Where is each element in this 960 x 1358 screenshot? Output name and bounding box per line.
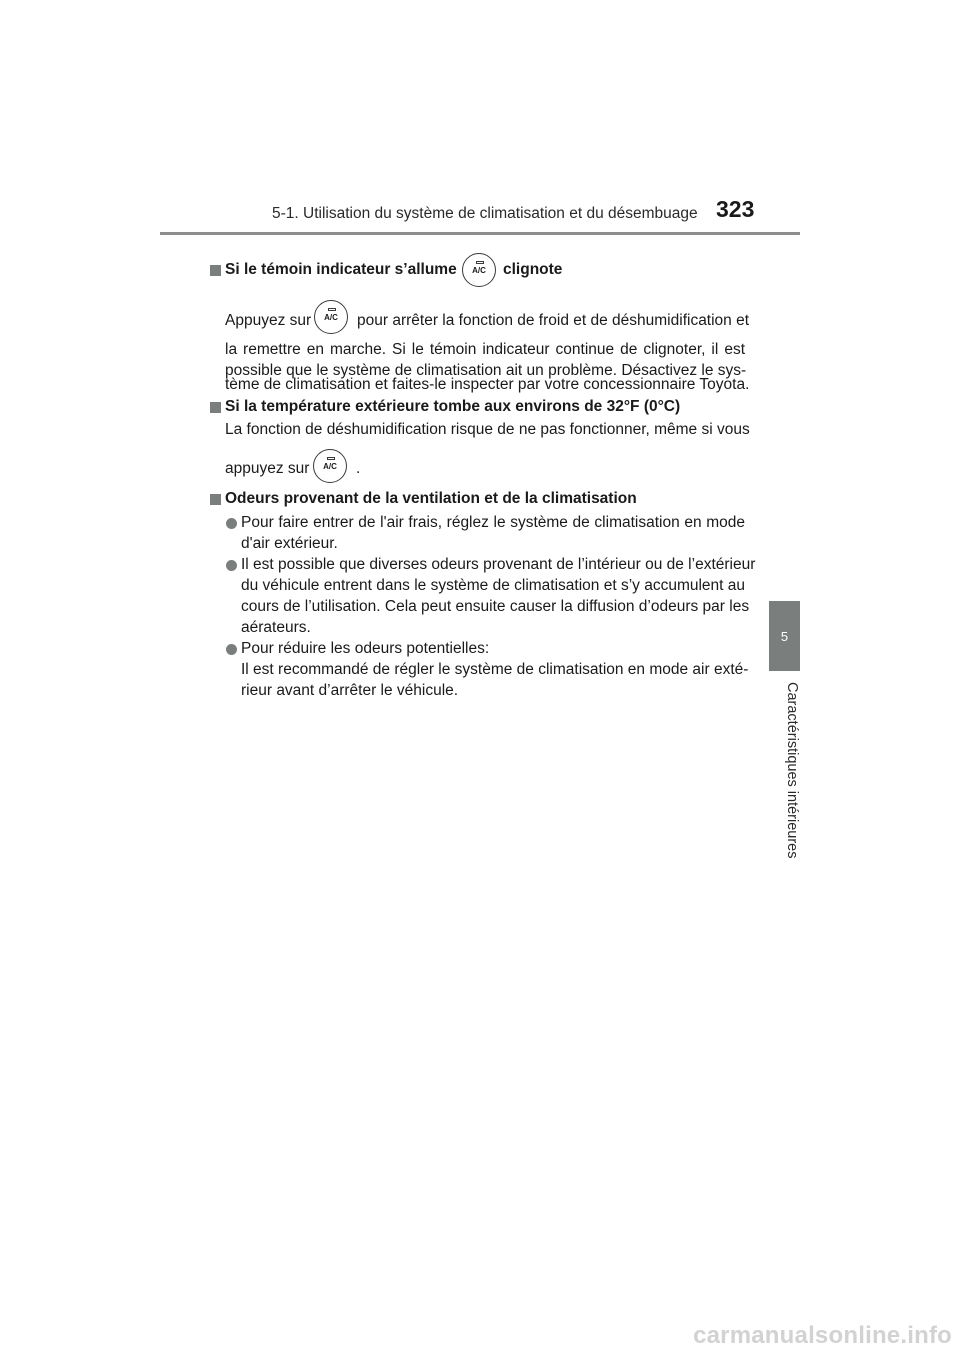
watermark: carmanualsonline.info: [693, 1322, 952, 1349]
bullet-text: Il est recommandé de régler le système de climatisation en mode air exté-: [241, 661, 749, 678]
ac-icon-label: A/C: [324, 313, 338, 322]
bullet-dot-icon: [226, 518, 237, 529]
section-header: 5-1. Utilisation du système de climatisation et du désembuage: [272, 205, 698, 222]
section-heading: Odeurs provenant de la ventilation et de la climatisation: [225, 490, 637, 507]
paragraph-text: .: [356, 460, 361, 477]
chapter-tab: [769, 601, 800, 671]
paragraph-text: La fonction de déshumidification risque de ne pas fonctionner, même si vous: [225, 421, 750, 438]
bullet-text: aérateurs.: [241, 619, 311, 636]
section-marker-square: [210, 402, 221, 413]
bullet-dot-icon: [226, 560, 237, 571]
paragraph-text: la remettre en marche. Si le témoin indicateur continue de clignoter, il est: [225, 341, 745, 358]
ac-button-icon: [462, 253, 496, 287]
bullet-text: Il est possible que diverses odeurs provenant de l’intérieur ou de l’extérieur: [241, 556, 756, 573]
bullet-text: Pour faire entrer de l'air frais, réglez le système de climatisation en mode: [241, 514, 745, 531]
section-heading-cont: clignote: [503, 261, 563, 278]
indicator-light-icon: [328, 308, 336, 311]
indicator-light-icon: [476, 261, 484, 264]
paragraph-text: appuyez sur: [225, 460, 310, 477]
chapter-title: Caractéristiques intérieures: [784, 682, 800, 859]
paragraph-text: tème de climatisation et faites-le inspecter par votre concessionnaire Toyota.: [225, 376, 750, 393]
section-marker-square: [210, 494, 221, 505]
bullet-text: Pour réduire les odeurs potentielles:: [241, 640, 490, 657]
indicator-light-icon: [327, 457, 335, 460]
ac-icon-label: A/C: [472, 266, 486, 275]
page-number: 323: [716, 196, 755, 222]
paragraph-text: Appuyez sur: [225, 312, 312, 329]
paragraph-text: possible que le système de climatisation ait un problème. Désactivez le sys-: [225, 362, 747, 379]
section-heading: Si la température extérieure tombe aux environs de 32°F (0°C): [225, 398, 681, 415]
ac-button-icon: [313, 449, 347, 483]
header-divider: [160, 232, 800, 235]
section-marker-square: [210, 265, 221, 276]
bullet-text: d'air extérieur.: [241, 535, 338, 552]
bullet-text: cours de l’utilisation. Cela peut ensuite causer la diffusion d’odeurs par les: [241, 598, 750, 615]
bullet-text: rieur avant d’arrêter le véhicule.: [241, 682, 459, 699]
ac-icon-label: A/C: [323, 462, 337, 471]
heading-text: Si le témoin indicateur s’allume: [225, 261, 457, 278]
bullet-dot-icon: [226, 644, 237, 655]
ac-button-icon: [314, 300, 348, 334]
paragraph-text: pour arrêter la fonction de froid et de déshumidification et: [357, 312, 750, 329]
section-heading: [225, 259, 457, 280]
chapter-number: 5: [780, 628, 789, 644]
bullet-text: du véhicule entrent dans le système de climatisation et s’y accumulent au: [241, 577, 746, 594]
